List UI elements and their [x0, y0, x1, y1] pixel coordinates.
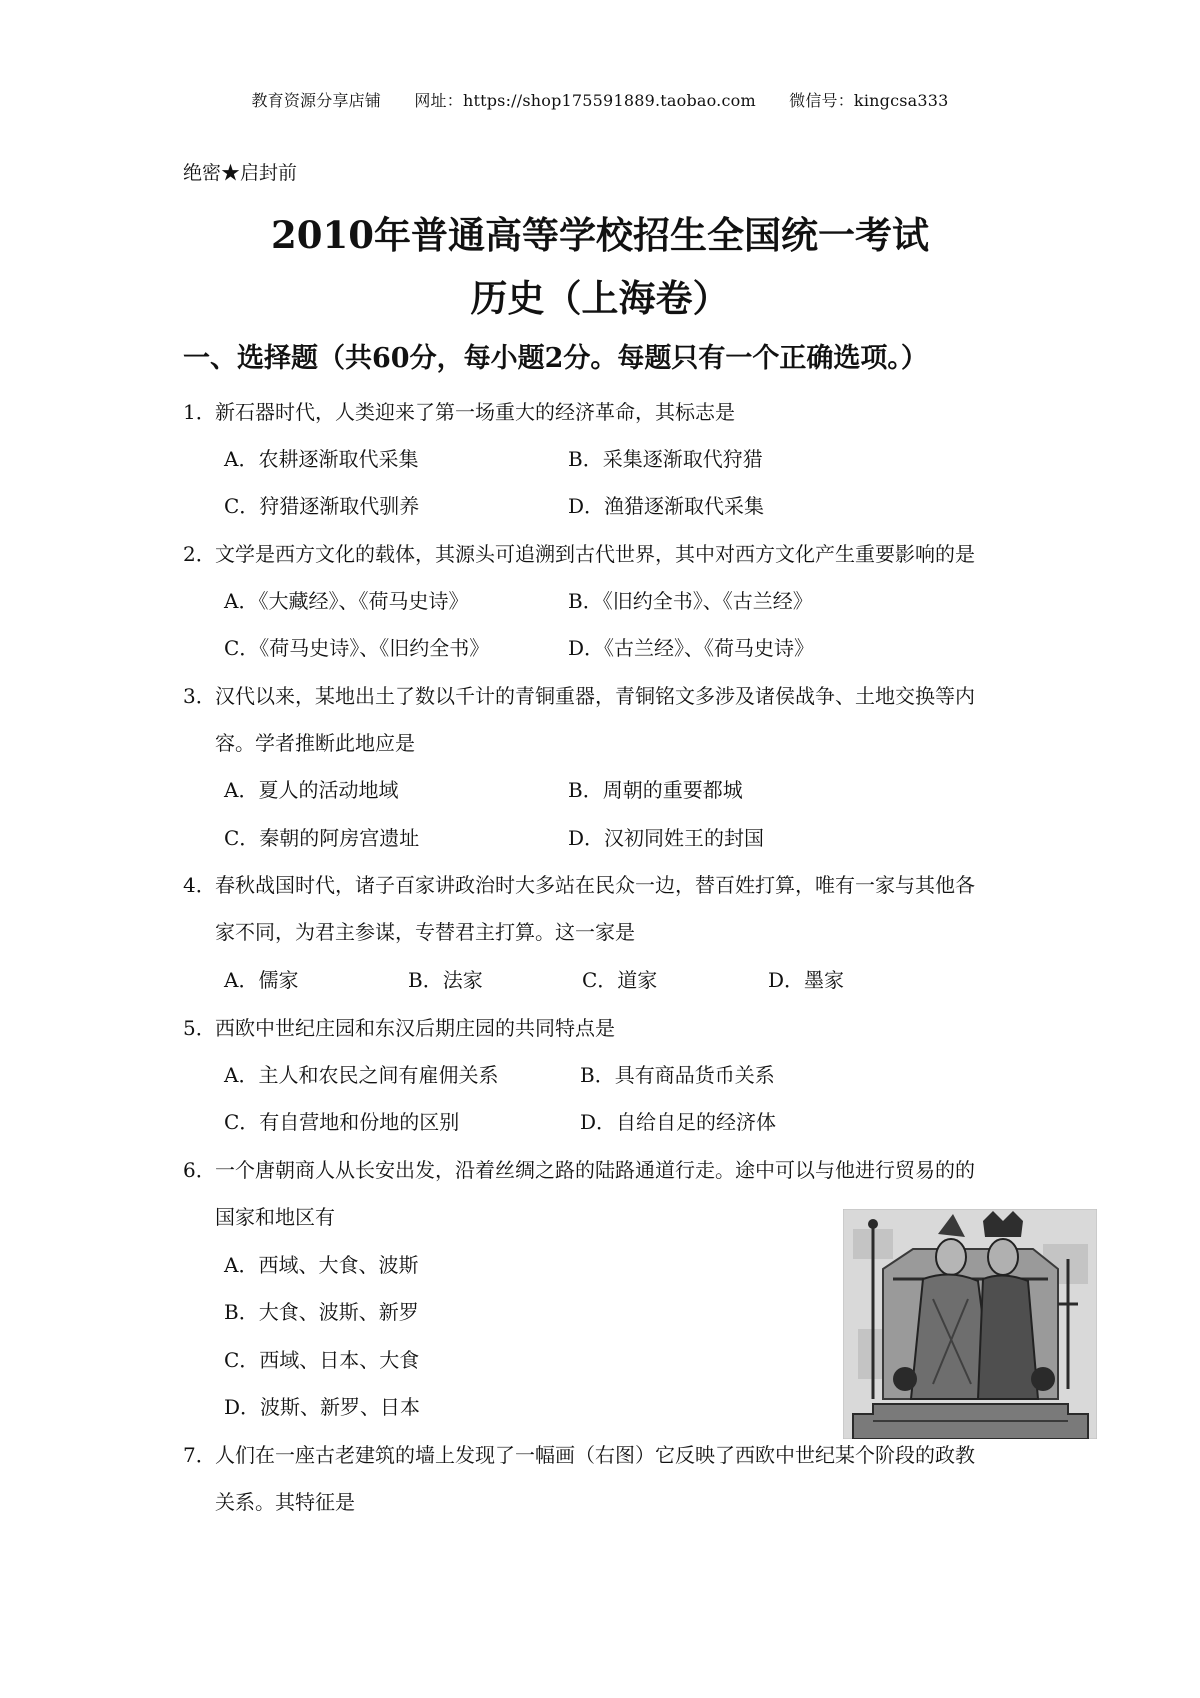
- option-a: A．夏人的活动地域: [224, 778, 399, 802]
- option-c: C．《荷马史诗》、《旧约全书》: [224, 636, 490, 660]
- option-c: C．道家: [582, 968, 658, 992]
- question-text-cont: 容。学者推断此地应是: [215, 731, 415, 755]
- question-text: 新石器时代，人类迎来了第一场重大的经济革命，其标志是: [215, 400, 735, 424]
- option-d: D．汉初同姓王的封国: [568, 826, 765, 850]
- secret-mark: 绝密★启封前: [183, 162, 298, 184]
- option-c: C．西域、日本、大食: [224, 1348, 420, 1372]
- question-text: 一个唐朝商人从长安出发，沿着丝绸之路的陆路通道行走。途中可以与他进行贸易的的: [215, 1158, 975, 1182]
- option-b: B．《旧约全书》、《古兰经》: [568, 589, 813, 613]
- question-number: 1．: [183, 400, 216, 424]
- option-b: B．大食、波斯、新罗: [224, 1300, 419, 1324]
- question-text: 春秋战国时代，诸子百家讲政治时大多站在民众一边，替百姓打算，唯有一家与其他各: [215, 873, 975, 897]
- question-number: 6．: [183, 1158, 216, 1182]
- section-heading: 一、选择题（共60分，每小题2分。每题只有一个正确选项。）: [183, 343, 928, 374]
- medieval-illustration: [843, 1209, 1097, 1439]
- option-d: D．自给自足的经济体: [580, 1110, 777, 1134]
- question-number: 3．: [183, 684, 216, 708]
- question-text: 西欧中世纪庄园和东汉后期庄园的共同特点是: [215, 1016, 615, 1040]
- question-number: 7．: [183, 1443, 216, 1467]
- option-a: A．西域、大食、波斯: [224, 1253, 419, 1277]
- question-number: 4．: [183, 873, 216, 897]
- option-b: B．具有商品货币关系: [580, 1063, 775, 1087]
- option-b: B．法家: [408, 968, 483, 992]
- option-c: C．有自营地和份地的区别: [224, 1110, 460, 1134]
- question-number: 5．: [183, 1016, 216, 1040]
- option-a: A．农耕逐渐取代采集: [224, 447, 419, 471]
- question-text: 人们在一座古老建筑的墙上发现了一幅画（右图）它反映了西欧中世纪某个阶段的政教: [215, 1443, 975, 1467]
- option-d: D．渔猎逐渐取代采集: [568, 494, 765, 518]
- question-number: 2．: [183, 542, 216, 566]
- option-a: A．儒家: [224, 968, 299, 992]
- question-text: 文学是西方文化的载体，其源头可追溯到古代世界，其中对西方文化产生重要影响的是: [215, 542, 975, 566]
- question-text-cont: 关系。其特征是: [215, 1490, 355, 1514]
- option-c: C．秦朝的阿房宫遗址: [224, 826, 420, 850]
- page-header: [0, 88, 1200, 111]
- option-a: A．《大藏经》、《荷马史诗》: [224, 589, 469, 613]
- header-shop: 教育资源分享店铺: [251, 91, 382, 110]
- question-text-cont: 家不同，为君主参谋，专替君主打算。这一家是: [215, 920, 635, 944]
- header-site: 网址：https://shop175591889.taobao.com: [414, 91, 756, 110]
- option-b: B．采集逐渐取代狩猎: [568, 447, 763, 471]
- exam-subtitle: 历史（上海卷）: [470, 276, 730, 320]
- option-d: D．墨家: [768, 968, 845, 992]
- header-wechat: 微信号：kingcsa333: [789, 91, 949, 110]
- option-c: C．狩猎逐渐取代驯养: [224, 494, 420, 518]
- question-text: 汉代以来，某地出土了数以千计的青铜重器，青铜铭文多涉及诸侯战争、土地交换等内: [215, 684, 975, 708]
- option-a: A．主人和农民之间有雇佣关系: [224, 1063, 499, 1087]
- option-b: B．周朝的重要都城: [568, 778, 743, 802]
- exam-title: 2010年普通高等学校招生全国统一考试: [271, 213, 929, 257]
- option-d: D．波斯、新罗、日本: [224, 1395, 421, 1419]
- question-text-cont: 国家和地区有: [215, 1205, 335, 1229]
- option-d: D．《古兰经》、《荷马史诗》: [568, 636, 815, 660]
